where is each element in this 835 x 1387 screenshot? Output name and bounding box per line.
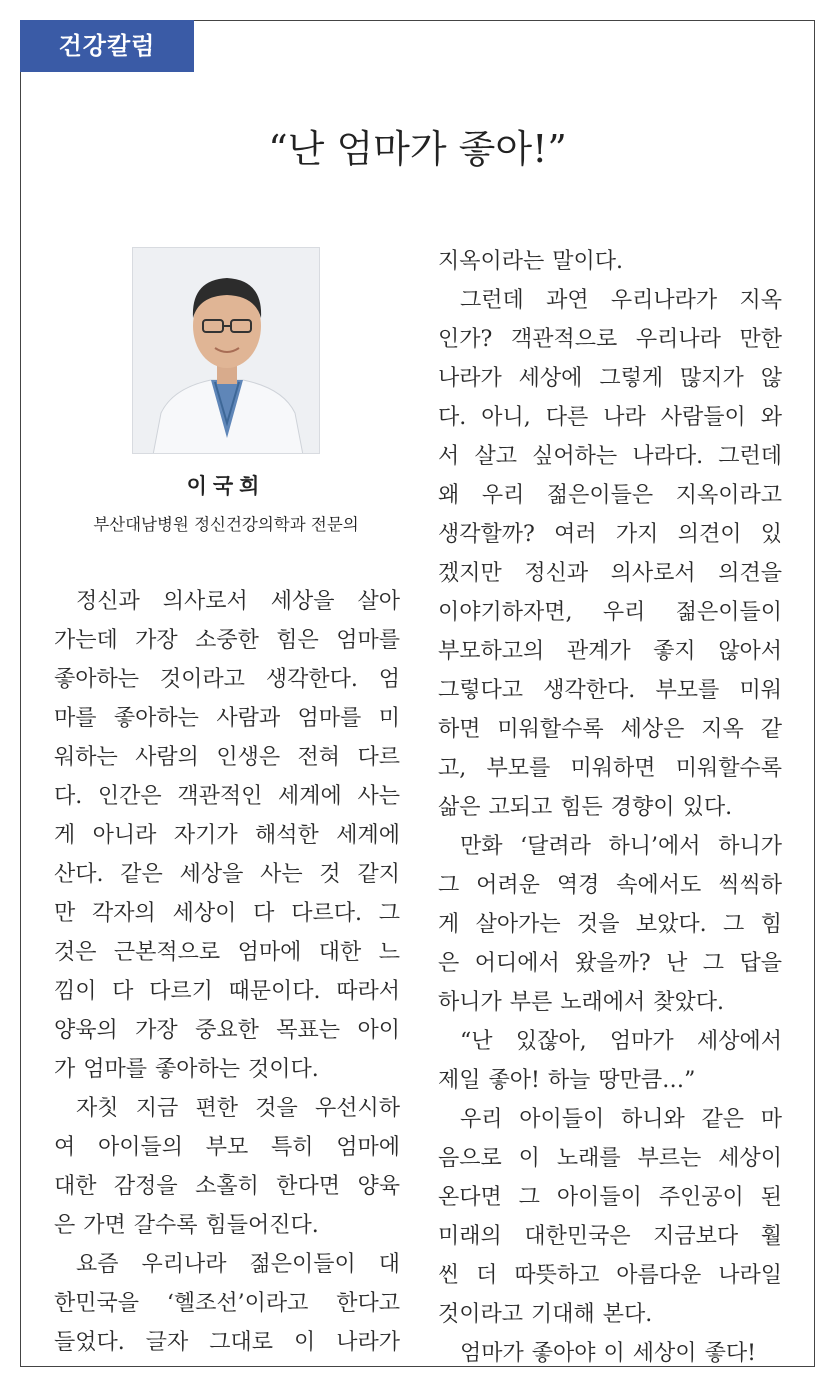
word: 부른 — [509, 990, 553, 1015]
word: 힘든 — [560, 795, 603, 820]
word: 세상이 — [632, 1341, 697, 1366]
word: 온다면 — [438, 1185, 502, 1210]
word: 세상에서 — [696, 1029, 782, 1054]
text-line — [438, 359, 782, 398]
word: 요즘 — [76, 1252, 119, 1277]
word: 것이라고 — [438, 1302, 524, 1327]
word: 좋다! — [704, 1341, 756, 1366]
text-line — [54, 972, 400, 1011]
word: 근본적으로 — [113, 940, 221, 965]
word: 중요한 — [195, 1018, 259, 1043]
text-line — [54, 738, 400, 777]
word: 왔을까? — [575, 951, 651, 976]
text-line — [54, 1128, 400, 1167]
word: 부모를 — [655, 678, 720, 703]
word: 젊은이들은 — [546, 483, 654, 508]
text-line — [438, 1217, 782, 1256]
word: 하니’에서 — [608, 834, 701, 859]
text-line — [54, 1245, 400, 1284]
word: 씩씩하 — [718, 873, 782, 898]
text-line — [438, 1178, 782, 1217]
word: 나라 — [603, 405, 646, 430]
text-line — [438, 983, 782, 1022]
word: 있다. — [682, 795, 733, 820]
word: 가장 — [135, 628, 178, 653]
word: 낌이 — [54, 979, 97, 1004]
text-line — [438, 671, 782, 710]
word: 엄마가 — [609, 1029, 674, 1054]
word: 세계에 — [336, 823, 400, 848]
word: 답을 — [739, 951, 782, 976]
word: 어려운 — [476, 873, 540, 898]
text-line — [438, 554, 782, 593]
word: 역경 — [556, 873, 600, 898]
word: 나라일 — [718, 1263, 782, 1288]
word: 같 — [760, 717, 782, 742]
word: 않 — [760, 366, 782, 391]
word: “난 — [460, 1029, 493, 1054]
word: 엄마를 — [297, 706, 362, 731]
word: 왜 — [438, 483, 460, 508]
word: 편한 — [195, 1096, 238, 1121]
text-line — [438, 1100, 782, 1139]
word: 다. — [54, 784, 83, 809]
word: 자칫 — [76, 1096, 119, 1121]
word: 가는데 — [54, 628, 118, 653]
word: 미워하면 — [570, 756, 656, 781]
text-line — [54, 1050, 400, 1089]
word: 말이다. — [552, 249, 624, 274]
word: 객관적인 — [177, 784, 263, 809]
word: 그대로 — [209, 1330, 273, 1355]
word: 살아가는 — [475, 912, 561, 937]
word: 가장 — [135, 1018, 178, 1043]
word: 이 — [603, 1341, 625, 1366]
word: 대 — [378, 1252, 400, 1277]
word: 때문이다. — [228, 979, 321, 1004]
word: 인간은 — [97, 784, 162, 809]
text-line — [54, 621, 400, 660]
text-line — [54, 582, 400, 621]
word: 과연 — [546, 288, 589, 313]
word: 우리나라 — [141, 1252, 227, 1277]
word: 같은 — [120, 862, 163, 887]
word: 느 — [378, 940, 400, 965]
word: 엄 — [378, 667, 400, 692]
word: 여러 — [554, 522, 597, 547]
word: 어디에서 — [474, 951, 560, 976]
word: 정신과 — [524, 561, 589, 586]
word: 같은 — [701, 1107, 744, 1132]
text-line — [438, 788, 782, 827]
word: 생각한다. — [265, 667, 358, 692]
word: 이 — [518, 1146, 540, 1171]
word: 하니가 — [718, 834, 782, 859]
word: 전혀 — [297, 745, 341, 770]
text-line — [54, 1323, 400, 1362]
word: 힘은 — [276, 628, 319, 653]
word: 속에서도 — [616, 873, 702, 898]
word: 노래에서 — [560, 990, 646, 1015]
word: 있잖아, — [515, 1029, 587, 1054]
word: 지옥 — [701, 717, 744, 742]
word: 다. — [438, 405, 467, 430]
word: 양육의 — [54, 1018, 118, 1043]
word: 게 — [54, 823, 76, 848]
word: 좋아! — [488, 1068, 540, 1093]
word: 아니라 — [92, 823, 157, 848]
word: 싶어하는 — [532, 444, 618, 469]
word: 같지 — [357, 862, 400, 887]
word: 각자의 — [92, 901, 156, 926]
word: 겠지만 — [438, 561, 502, 586]
word: 은 — [438, 951, 460, 976]
word: 부모를 — [486, 756, 551, 781]
text-line — [438, 515, 782, 554]
word: 제일 — [438, 1068, 481, 1093]
word: 미 — [378, 706, 400, 731]
word: 것이다. — [248, 1057, 319, 1082]
word: 사람의 — [135, 745, 199, 770]
word: 삶은 — [438, 795, 481, 820]
word: 주인공이 — [658, 1185, 744, 1210]
word: 서 — [438, 444, 460, 469]
word: 경향이 — [610, 795, 675, 820]
word: 그런데 — [460, 288, 524, 313]
word: 갈수록 — [133, 1213, 198, 1238]
word: 훨 — [760, 1224, 782, 1249]
word: 양육 — [357, 1174, 400, 1199]
word: 고, — [438, 756, 467, 781]
text-line — [438, 1139, 782, 1178]
word: 것을 — [577, 912, 620, 937]
text-line — [438, 593, 782, 632]
word: 지금 — [135, 1096, 179, 1121]
word: 대한 — [54, 1174, 97, 1199]
author-photo — [132, 247, 320, 454]
text-line — [438, 710, 782, 749]
text-line — [438, 1061, 782, 1100]
word: 것은 — [54, 940, 97, 965]
word: 미워 — [739, 678, 782, 703]
word: 우리나라 — [635, 327, 721, 352]
word: 의사로서 — [610, 561, 696, 586]
word: 의사로서 — [162, 589, 248, 614]
word: 세상은 — [620, 717, 685, 742]
word: 관계가 — [566, 639, 631, 664]
word: 좋아하는 — [54, 667, 140, 692]
word: 하니와 — [620, 1107, 685, 1132]
word: 만 — [54, 901, 76, 926]
word: 지옥 — [739, 288, 782, 313]
word: 다르 — [357, 745, 400, 770]
text-line — [54, 1011, 400, 1050]
category-label: 건강칼럼 — [20, 20, 194, 72]
word: 하늘 — [547, 1068, 591, 1093]
word: 와 — [760, 405, 782, 430]
text-line — [54, 1167, 400, 1206]
word: 나라가 — [438, 366, 502, 391]
text-line — [54, 1089, 400, 1128]
word: 인가? — [438, 327, 493, 352]
text-line — [438, 281, 782, 320]
word: 사람과 — [216, 706, 281, 731]
word: 은 — [54, 1213, 76, 1238]
word: 그 — [438, 873, 460, 898]
word: 소중한 — [195, 628, 259, 653]
word: 아이 — [357, 1018, 400, 1043]
word: 된 — [760, 1185, 782, 1210]
word: 우리 — [602, 600, 646, 625]
word: 사는 — [260, 862, 303, 887]
word: 그 — [518, 1185, 540, 1210]
text-line — [438, 1022, 782, 1061]
word: 본다. — [602, 1302, 653, 1327]
word: 엄마가 — [460, 1341, 524, 1366]
word: 가면 — [83, 1213, 126, 1238]
word: 세상이 — [718, 1146, 782, 1171]
word: 의견을 — [718, 561, 782, 586]
word: 생각할까? — [438, 522, 535, 547]
word: 부모 — [205, 1135, 249, 1160]
word: 대한민국은 — [524, 1224, 631, 1249]
word: 그렇게 — [599, 366, 664, 391]
word: 땅만큼…” — [598, 1068, 696, 1093]
word: 의견이 — [677, 522, 742, 547]
word: 엄마에 — [336, 1135, 400, 1160]
word: 많지가 — [680, 366, 744, 391]
text-line — [438, 476, 782, 515]
text-line — [438, 242, 782, 281]
word: 사람들이 — [660, 405, 746, 430]
word: 우리나라가 — [610, 288, 718, 313]
word: 다 — [253, 901, 275, 926]
word: 아니, — [481, 405, 531, 430]
word: 산다. — [54, 862, 104, 887]
word: 그렇다고 — [438, 678, 524, 703]
word: 정신과 — [76, 589, 140, 614]
word: 특히 — [270, 1135, 314, 1160]
word: 우리 — [460, 1107, 503, 1132]
word: 만한 — [739, 327, 782, 352]
text-line — [54, 699, 400, 738]
word: 아이들의 — [97, 1135, 183, 1160]
word: 세상을 — [179, 862, 244, 887]
word: 부모하고의 — [438, 639, 545, 664]
word: 젊은이들이 — [675, 600, 782, 625]
word: 대한 — [318, 940, 362, 965]
author-portrait-icon — [133, 248, 320, 454]
word: 미래의 — [438, 1224, 502, 1249]
word: 이 — [293, 1330, 316, 1355]
word: 따라서 — [336, 979, 400, 1004]
word: 더 — [476, 1263, 498, 1288]
word: 미워할수록 — [675, 756, 782, 781]
word: 난 — [666, 951, 688, 976]
word: ‘헬조선’이라고 — [166, 1291, 309, 1316]
word: 그 — [702, 951, 725, 976]
word: 인생은 — [216, 745, 281, 770]
text-line — [54, 894, 400, 933]
word: 아이들이 — [519, 1107, 605, 1132]
word: 엄마를 — [83, 1057, 148, 1082]
word: 해석한 — [255, 823, 319, 848]
word: 그 — [723, 912, 745, 937]
word: 세계에 — [278, 784, 342, 809]
word: 한다면 — [276, 1174, 341, 1199]
word: 가 — [54, 1057, 76, 1082]
word: 워하는 — [54, 745, 118, 770]
text-line — [438, 398, 782, 437]
word: 힘 — [760, 912, 782, 937]
text-line — [54, 816, 400, 855]
article-column-right — [438, 242, 782, 1373]
word: 자기가 — [173, 823, 238, 848]
word: 글자 — [145, 1330, 189, 1355]
word: 가지 — [615, 522, 659, 547]
word: 들었다. — [54, 1330, 125, 1355]
word: 좋아하는 — [155, 1057, 241, 1082]
word: 하면 — [438, 717, 481, 742]
word: 세상이 — [172, 901, 237, 926]
text-line — [438, 866, 782, 905]
word: 사는 — [357, 784, 400, 809]
word: 다르다. — [291, 901, 362, 926]
word: 엄마에 — [237, 940, 302, 965]
text-line — [438, 905, 782, 944]
word: 기대해 — [531, 1302, 595, 1327]
word: 하니가 — [438, 990, 502, 1015]
word: 따뜻하고 — [514, 1263, 600, 1288]
text-line — [438, 320, 782, 359]
text-line — [54, 933, 400, 972]
text-line — [54, 855, 400, 894]
word: 젊은이들이 — [249, 1252, 356, 1277]
word: 부르는 — [637, 1146, 702, 1171]
word: 다른 — [545, 405, 589, 430]
article-column-left — [54, 582, 400, 1362]
word: 살아 — [357, 589, 400, 614]
word: 찾았다. — [653, 990, 725, 1015]
text-line — [438, 944, 782, 983]
word: 것을 — [255, 1096, 298, 1121]
word: 객관적으로 — [510, 327, 618, 352]
word: 우리 — [481, 483, 525, 508]
word: 노래를 — [556, 1146, 621, 1171]
word: 다 — [112, 979, 134, 1004]
word: 음으로 — [438, 1146, 502, 1171]
word: 좋아야 — [531, 1341, 596, 1366]
word: 힘들어진다. — [205, 1213, 319, 1238]
word: 우선시하 — [314, 1096, 400, 1121]
word: 나라다. — [632, 444, 704, 469]
word: 마를 — [54, 706, 97, 731]
author-name: 이국희 — [186, 474, 266, 498]
author-affiliation: 부산대남병원 정신건강의학과 전문의 — [93, 515, 359, 534]
word: 살고 — [474, 444, 517, 469]
word: 한다고 — [336, 1291, 400, 1316]
text-line — [438, 1334, 782, 1373]
word: 않아서 — [718, 639, 782, 664]
text-line — [54, 777, 400, 816]
word: 한민국을 — [54, 1291, 140, 1316]
word: 아름다운 — [616, 1263, 702, 1288]
word: 생각한다. — [543, 678, 636, 703]
word: 보았다. — [635, 912, 707, 937]
word: 좋아하는 — [113, 706, 199, 731]
word: 감정을 — [113, 1174, 178, 1199]
word: 씬 — [438, 1263, 460, 1288]
word: 여 — [54, 1135, 76, 1160]
text-line — [54, 1284, 400, 1323]
word: ‘달려라 — [520, 834, 591, 859]
word: 마 — [760, 1107, 782, 1132]
text-line — [54, 1206, 400, 1245]
text-line — [438, 1256, 782, 1295]
word: 소홀히 — [195, 1174, 259, 1199]
word: 것 — [319, 862, 341, 887]
word: 세상을 — [270, 589, 335, 614]
text-line — [438, 749, 782, 788]
word: 그런데 — [718, 444, 782, 469]
word: 지금보다 — [653, 1224, 739, 1249]
word: 나라가 — [336, 1330, 400, 1355]
word: 있 — [760, 522, 782, 547]
text-line — [438, 827, 782, 866]
word: 게 — [438, 912, 460, 937]
word: 지옥이라고 — [675, 483, 782, 508]
word: 만화 — [460, 834, 503, 859]
word: 것이라고 — [159, 667, 245, 692]
word: 목표는 — [276, 1018, 341, 1043]
text-line — [438, 1295, 782, 1334]
word: 좋지 — [653, 639, 696, 664]
text-line — [54, 660, 400, 699]
word: 아이들이 — [556, 1185, 642, 1210]
word: 이야기하자면, — [438, 600, 573, 625]
word: 그 — [378, 901, 400, 926]
text-line — [438, 437, 782, 476]
word: 지옥이라는 — [438, 249, 545, 274]
word: 엄마를 — [336, 628, 400, 653]
word: 다르기 — [149, 979, 213, 1004]
text-line — [438, 632, 782, 671]
word: 세상에 — [518, 366, 583, 391]
word: 미워할수록 — [497, 717, 604, 742]
headline: “난 엄마가 좋아!” — [268, 127, 567, 171]
word: 고되고 — [488, 795, 553, 820]
